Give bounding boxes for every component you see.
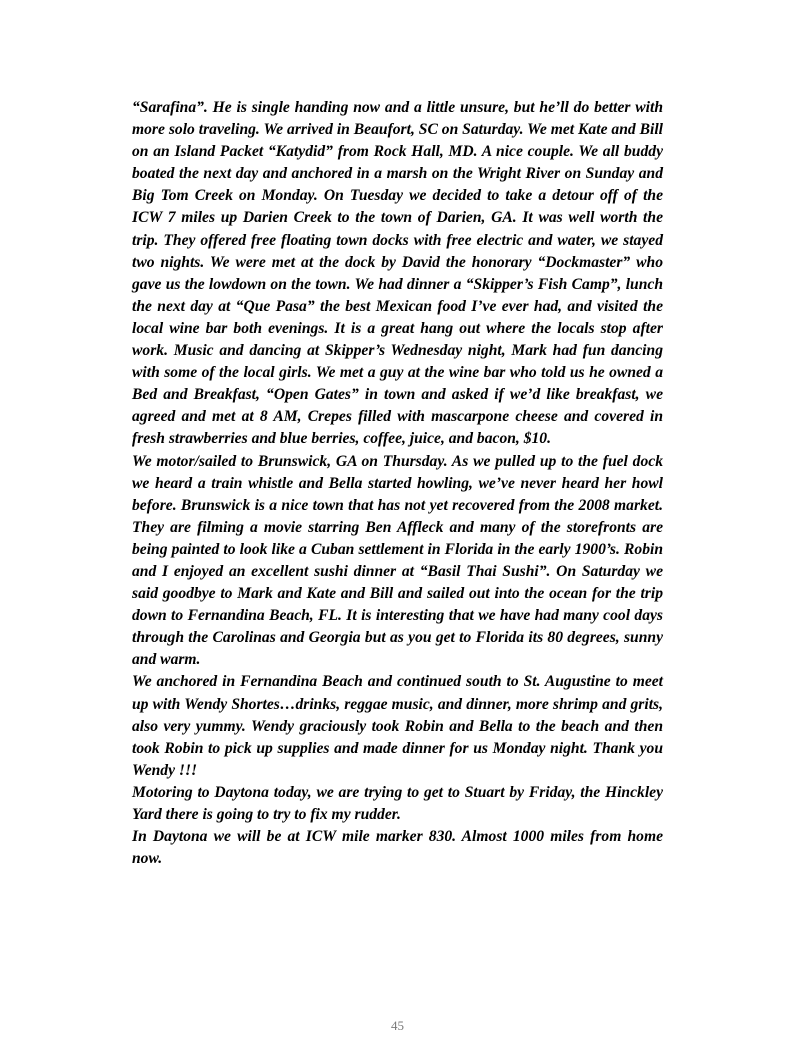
page-number: 45	[391, 1018, 404, 1033]
body-text	[132, 97, 663, 870]
paragraph-daytona-mile-marker: In Daytona we will be at ICW mile marker 830. Almost 1000 miles from home now.	[132, 828, 663, 868]
paragraph-brunswick: We motor/sailed to Brunswick, GA on Thursday. As we pulled up to the fuel dock we heard a train whistle and Bella started howling, we’ve never heard her howl before. Brunswick is a nice town that has not yet recovered from the 2008 market. They are filming a movie starring Ben Affleck and many of the storefronts are being painted to look like a Cuban settlement in Florida in the early 1900’s. Robin and I enjoyed an excellent sushi dinner at “Basil Thai Sushi”. On Saturday we said goodbye to Mark and Kate and Bill and sailed out into the ocean for the trip down to Fernandina Beach, FL. It is interesting that we have had many cool days through the Carolinas and Georgia but as you get to Florida its 80 degrees, sunny and warm.	[132, 452, 663, 669]
paragraph-daytona-motoring: Motoring to Daytona today, we are trying to get to Stuart by Friday, the Hinckley Yard there is going to try to fix my rudder.	[132, 783, 663, 823]
paragraph-fernandina-st-augustine: We anchored in Fernandina Beach and continued south to St. Augustine to meet up with Wendy Shortes…drinks, reggae music, and dinner, more shrimp and grits, also very yummy. Wendy graciously took Robin and Bella to the beach and then took Robin to pick up supplies and made dinner for us Monday night. Thank you Wendy !!!	[132, 673, 663, 779]
paragraph-beaufort-darien: “Sarafina”. He is single handing now and a little unsure, but he’ll do better with more solo traveling. We arrived in Beaufort, SC on Saturday. We met Kate and Bill on an Island Packet “Katydid” from Rock Hall, MD. A nice couple. We all buddy boated the next day and anchored in a marsh on the Wright River on Sunday and Big Tom Creek on Monday. On Tuesday we decided to take a detour off of the ICW 7 miles up Darien Creek to the town of Darien, GA. It was well worth the trip. They offered free floating town docks with free electric and water, we stayed two nights. We were met at the dock by David the honorary “Dockmaster” who gave us the lowdown on the town. We had dinner a “Skipper’s Fish Camp”, lunch the next day at “Que Pasa” the best Mexican food I’ve ever had, and visited the local wine bar both evenings. It is a great hang out where the locals stop after work. Music and dancing at Skipper’s Wednesday night, Mark had fun dancing with some of the local girls. We met a guy at the wine bar who told us he owned a Bed and Breakfast, “Open Gates” in town and asked if we’d like breakfast, we agreed and met at 8 AM, Crepes filled with mascarpone cheese and covered in fresh strawberries and blue berries, coffee, juice, and bacon, $10.	[132, 99, 663, 448]
